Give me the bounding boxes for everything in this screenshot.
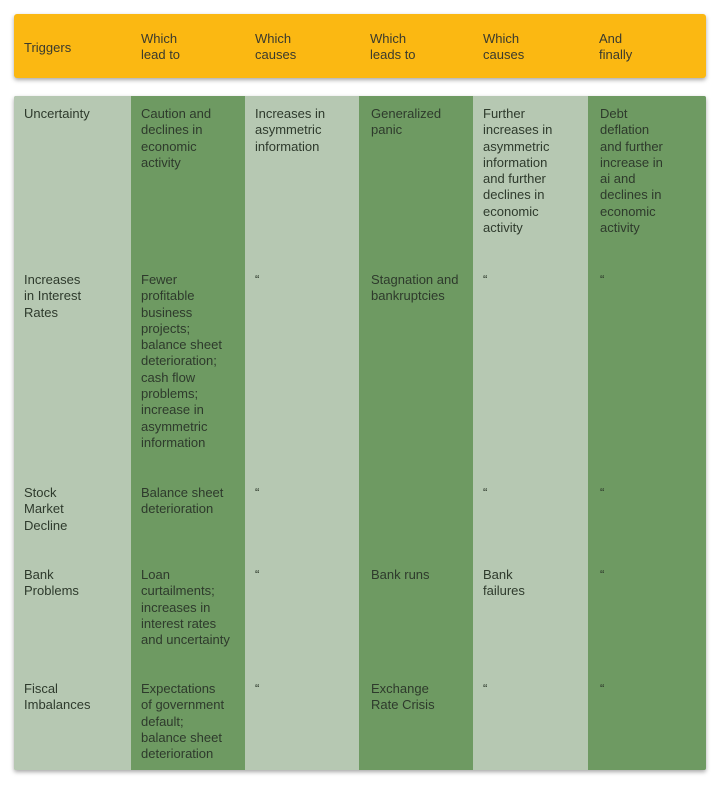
row1-causes: Increases in asymmetric information xyxy=(255,106,326,154)
header-triggers: Triggers xyxy=(24,40,72,55)
row5-trigger: Fiscal Imbalances xyxy=(24,681,91,713)
header-leads-to: Which leads to xyxy=(370,31,416,62)
header-lead-to: Which lead to xyxy=(141,31,181,62)
header-causes-2: Which causes xyxy=(483,31,525,62)
row2-causes-2: “ xyxy=(483,272,488,287)
row3-lead-to: Balance sheet deterioration xyxy=(141,485,224,517)
row1-trigger: Uncertainty xyxy=(24,106,90,121)
header-causes: Which causes xyxy=(255,31,297,62)
row3-causes-2: “ xyxy=(483,485,488,500)
row2-trigger: Increases in Interest Rates xyxy=(24,272,82,320)
causal-table xyxy=(14,96,706,770)
row4-trigger: Bank Problems xyxy=(24,567,79,599)
row5-causes-2: “ xyxy=(483,681,488,696)
column-triggers xyxy=(14,96,131,770)
row5-finally: “ xyxy=(600,681,605,696)
row5-lead-to: Expectations of government default; balance sheet deterioration xyxy=(141,681,225,762)
row3-trigger: Stock Market Decline xyxy=(24,485,68,533)
row1-lead-to: Caution and declines in economic activity xyxy=(141,106,212,170)
row1-causes-2: Further increases in asymmetric information and further declines in economic activity xyxy=(483,106,553,236)
row1-finally: Debt deflation and further increase in ai and declines in economic activity xyxy=(600,106,663,236)
row5-causes: “ xyxy=(255,681,260,696)
row4-causes-2: Bank failures xyxy=(483,567,525,599)
row3-finally: “ xyxy=(600,485,605,500)
row4-causes: “ xyxy=(255,567,260,582)
column-leads-to xyxy=(359,96,473,770)
column-causes xyxy=(245,96,359,770)
header-finally: And finally xyxy=(599,31,633,62)
row1-leads-to: Generalized panic xyxy=(371,106,442,138)
row4-leads-to: Bank runs xyxy=(371,567,430,582)
row2-leads-to: Stagnation and bankruptcies xyxy=(371,272,459,304)
row2-lead-to: Fewer profitable business projects; balance sheet deterioration; cash flow problems; increase in asymmetric information xyxy=(141,272,222,450)
header-bar xyxy=(14,14,706,78)
row4-lead-to: Loan curtailments; increases in interest rates and uncertainty xyxy=(141,567,230,648)
row5-leads-to: Exchange Rate Crisis xyxy=(371,681,435,713)
row2-finally: “ xyxy=(600,272,605,287)
row2-causes: “ xyxy=(255,272,260,287)
row3-causes: “ xyxy=(255,485,260,500)
row4-finally: “ xyxy=(600,567,605,582)
